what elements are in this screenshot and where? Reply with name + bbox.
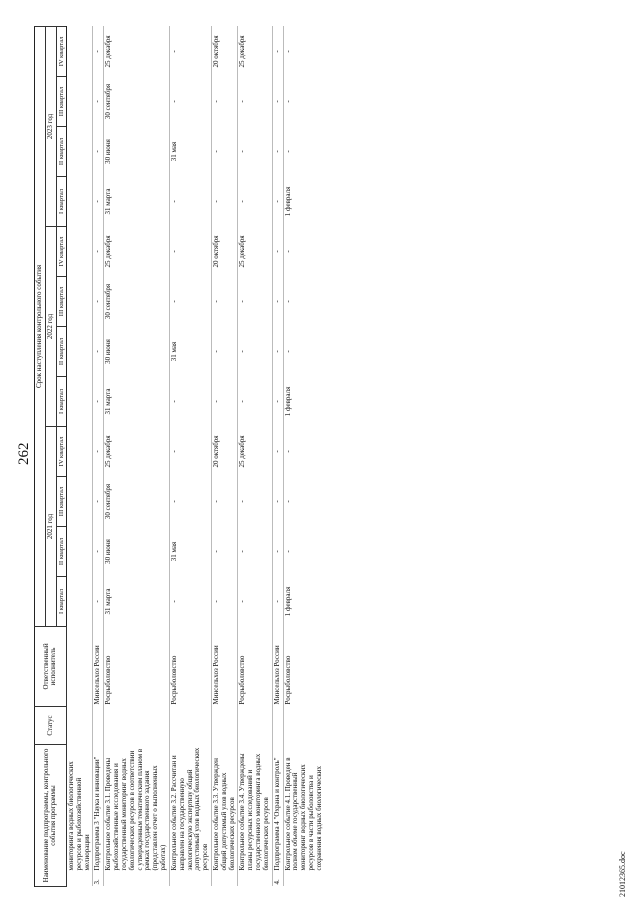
table-row — [212, 26, 238, 886]
deadline-cell: - — [169, 576, 211, 626]
deadline-cell: - — [93, 526, 104, 576]
deadline-cell: 25 декабря — [104, 26, 170, 76]
deadline-cell: - — [238, 526, 272, 576]
deadline-cell: - — [169, 476, 211, 526]
row-name: Контрольное событие 3.2. Рассчитан и направлен на государственную экологическую экспертизу общий допустимый улов водных биологических ресурсов — [169, 744, 211, 872]
deadline-cell: - — [272, 526, 283, 576]
row-name: Контрольное событие 3.1. Проведены рыбохозяйственные исследования и государственный мониторинг водных биологических ресурсов в соответствии с утвержденным тематическим планом в рамках государственного задания (представлен отчет о выполненных работах) — [104, 744, 170, 872]
deadline-cell: - — [212, 276, 238, 326]
deadline-cell: - — [93, 376, 104, 426]
deadline-cell: 25 декабря — [104, 426, 170, 476]
deadline-cell: - — [283, 426, 325, 476]
row-name: Подпрограмма 3 "Наука и инновации" — [93, 744, 104, 872]
deadline-cell — [66, 326, 92, 376]
header-quarter: III квартал — [56, 276, 66, 326]
header-quarter: II квартал — [56, 126, 66, 176]
deadline-cell: - — [238, 276, 272, 326]
table-row — [104, 26, 170, 886]
deadline-cell — [66, 476, 92, 526]
row-executor — [66, 626, 92, 706]
deadline-cell: 31 марта — [104, 376, 170, 426]
control-events-table — [34, 26, 325, 887]
row-name: мониторинга водных биологических ресурсов и рыбохозяйственной мелиорации — [66, 761, 91, 871]
deadline-cell: 20 октября — [212, 426, 238, 476]
row-name: Контрольное событие 4.1. Проведен в полном объеме государственный мониторинг водных биологических ресурсов в части рыболовства и сохранения водных биологических — [283, 744, 325, 872]
deadline-cell: - — [272, 576, 283, 626]
deadline-cell — [66, 576, 92, 626]
deadline-cell — [66, 426, 92, 476]
deadline-cell: 30 сентября — [104, 476, 170, 526]
deadline-cell: - — [283, 76, 325, 126]
deadline-cell: 25 декабря — [238, 26, 272, 76]
deadline-cell: - — [93, 576, 104, 626]
deadline-cell: - — [212, 326, 238, 376]
deadline-cell: 20 октября — [212, 26, 238, 76]
document-reference: 21012365.doc — [618, 851, 627, 897]
deadline-cell: 30 июня — [104, 526, 170, 576]
deadline-cell: - — [283, 276, 325, 326]
row-status — [93, 706, 104, 744]
header-quarter: III квартал — [56, 476, 66, 526]
deadline-cell: 1 февраля — [283, 376, 325, 426]
deadline-cell: - — [212, 176, 238, 226]
row-status — [212, 706, 238, 744]
header-quarter: I квартал — [56, 576, 66, 626]
table-row — [66, 26, 92, 886]
row-executor: Минсельхоз России — [272, 626, 283, 706]
deadline-cell — [66, 76, 92, 126]
deadline-cell: 30 июня — [104, 326, 170, 376]
deadline-cell: 31 мая — [169, 126, 211, 176]
deadline-cell: - — [93, 476, 104, 526]
deadline-cell: - — [283, 476, 325, 526]
deadline-cell — [66, 376, 92, 426]
deadline-cell: - — [272, 476, 283, 526]
deadline-cell — [66, 276, 92, 326]
deadline-cell: - — [238, 326, 272, 376]
row-status — [169, 706, 211, 744]
row-executor: Минсельхоз России — [93, 626, 104, 706]
deadline-cell: - — [212, 376, 238, 426]
deadline-cell: - — [272, 226, 283, 276]
table-row — [272, 26, 283, 886]
deadline-cell: - — [283, 326, 325, 376]
deadline-cell: 30 сентября — [104, 76, 170, 126]
deadline-cell: 25 декабря — [104, 226, 170, 276]
table-row — [93, 26, 104, 886]
table-row — [283, 26, 325, 886]
deadline-cell — [66, 526, 92, 576]
deadline-cell: - — [212, 476, 238, 526]
deadline-cell: - — [212, 126, 238, 176]
row-number — [66, 873, 92, 887]
row-executor: Росрыболовство — [238, 626, 272, 706]
deadline-cell: 25 декабря — [238, 426, 272, 476]
deadline-cell: 31 мая — [169, 326, 211, 376]
row-executor: Росрыболовство — [104, 626, 170, 706]
deadline-cell: - — [93, 126, 104, 176]
deadline-cell: - — [238, 476, 272, 526]
deadline-cell: - — [212, 526, 238, 576]
deadline-cell: - — [238, 126, 272, 176]
table-row — [169, 26, 211, 886]
header-year: 2023 год — [45, 26, 56, 226]
deadline-cell: - — [93, 326, 104, 376]
deadline-cell: - — [93, 176, 104, 226]
row-status — [283, 706, 325, 744]
deadline-cell: - — [283, 526, 325, 576]
row-number: 3. — [93, 873, 104, 887]
deadline-cell — [66, 126, 92, 176]
deadline-cell: 25 декабря — [238, 226, 272, 276]
row-number — [104, 873, 170, 887]
row-status — [238, 706, 272, 744]
row-number — [212, 873, 238, 887]
deadline-cell: - — [272, 426, 283, 476]
deadline-cell: - — [169, 376, 211, 426]
deadline-cell — [66, 26, 92, 76]
deadline-cell: - — [272, 376, 283, 426]
header-quarter: IV квартал — [56, 26, 66, 76]
deadline-cell: - — [93, 226, 104, 276]
deadline-cell: - — [169, 226, 211, 276]
header-name: Наименование подпрограммы, контрольного события программы — [35, 744, 67, 886]
header-quarter: III квартал — [56, 76, 66, 126]
deadline-cell — [66, 176, 92, 226]
row-number: 4. — [272, 873, 283, 887]
header-year: 2021 год — [45, 426, 56, 626]
header-year: 2022 год — [45, 226, 56, 426]
deadline-cell: - — [272, 126, 283, 176]
header-quarter: II квартал — [56, 326, 66, 376]
header-status: Статус — [35, 706, 67, 744]
row-executor: Росрыболовство — [283, 626, 325, 706]
table-row — [238, 26, 272, 886]
row-status — [104, 706, 170, 744]
deadline-cell: - — [238, 376, 272, 426]
deadline-cell: - — [212, 576, 238, 626]
row-number — [238, 873, 272, 887]
deadline-cell: - — [93, 26, 104, 76]
row-name: Подпрограмма 4 "Охрана и контроль" — [272, 744, 283, 872]
header-quarter: I квартал — [56, 376, 66, 426]
deadline-cell: 31 марта — [104, 576, 170, 626]
deadline-cell: - — [169, 26, 211, 76]
deadline-cell: - — [283, 26, 325, 76]
table-header — [35, 26, 67, 886]
deadline-cell: - — [238, 176, 272, 226]
header-quarter: I квартал — [56, 176, 66, 226]
deadline-cell: 1 февраля — [283, 576, 325, 626]
row-number — [283, 873, 325, 887]
deadline-cell: 31 мая — [169, 526, 211, 576]
row-number — [169, 873, 211, 887]
page-number: 262 — [16, 442, 32, 465]
deadline-cell: 31 марта — [104, 176, 170, 226]
row-executor: Минсельхоз России — [212, 626, 238, 706]
header-quarter: II квартал — [56, 526, 66, 576]
deadline-cell: - — [169, 276, 211, 326]
header-executor: Ответственный исполнитель — [35, 626, 67, 706]
row-status — [272, 706, 283, 744]
deadline-cell: - — [93, 76, 104, 126]
row-name: Контрольное событие 3.3. Утвержден общий допустимый улов водных биологических ресурсов — [212, 744, 238, 872]
deadline-cell: 30 сентября — [104, 276, 170, 326]
deadline-cell: - — [212, 76, 238, 126]
deadline-cell: 30 июня — [104, 126, 170, 176]
deadline-cell: - — [272, 176, 283, 226]
deadline-cell: - — [283, 126, 325, 176]
deadline-cell: - — [272, 76, 283, 126]
deadline-cell: - — [283, 226, 325, 276]
deadline-cell: - — [238, 76, 272, 126]
deadline-cell: 1 февраля — [283, 176, 325, 226]
deadline-cell: 20 октября — [212, 226, 238, 276]
deadline-cell: - — [272, 326, 283, 376]
deadline-cell: - — [93, 276, 104, 326]
header-deadline: Срок наступления контрольного события — [35, 26, 46, 626]
deadline-cell: - — [238, 576, 272, 626]
deadline-cell: - — [272, 276, 283, 326]
deadline-cell: - — [93, 426, 104, 476]
deadline-cell: - — [272, 26, 283, 76]
deadline-cell: - — [169, 426, 211, 476]
header-quarter: IV квартал — [56, 426, 66, 476]
row-status — [66, 706, 92, 744]
deadline-cell: - — [169, 176, 211, 226]
deadline-cell — [66, 226, 92, 276]
deadline-cell: - — [169, 76, 211, 126]
row-executor: Росрыболовство — [169, 626, 211, 706]
row-name: Контрольное событие 3.4. Утверждены планы ресурсных исследований и государственного мониторинга водных биологических ресурсов — [238, 744, 272, 872]
header-quarter: IV квартал — [56, 226, 66, 276]
table-body — [66, 26, 324, 886]
